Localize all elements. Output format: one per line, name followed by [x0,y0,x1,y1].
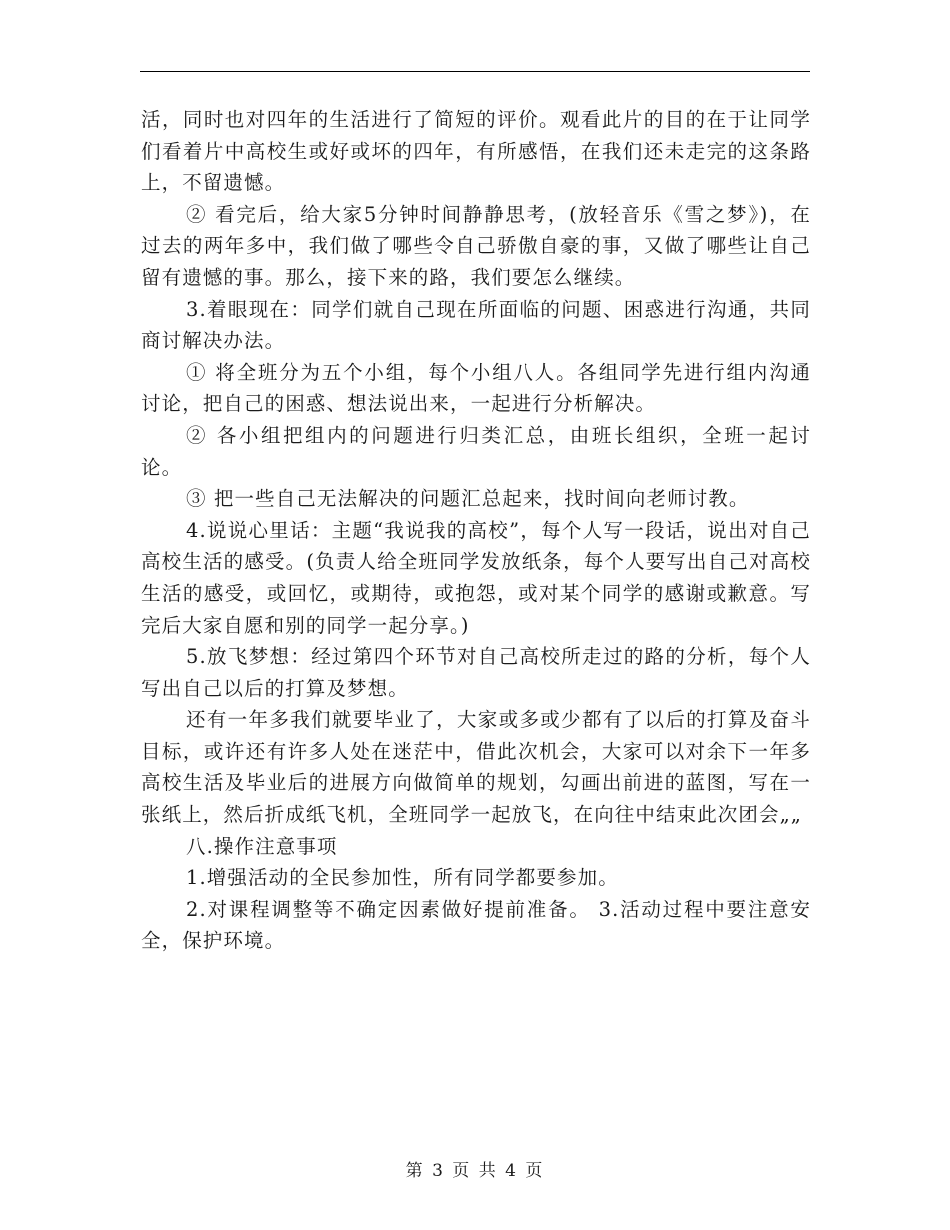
paragraph-4: ① 将全班分为五个小组，每个小组八人。各组同学先进行组内沟通讨论，把自己的困惑、想法说出来，一起进行分析解决。 [141,360,811,416]
paragraph-9: 还有一年多我们就要毕业了，大家或多或少都有了以后的打算及奋斗目标，或许还有许多人处在迷茫中，借此次机会，大家可以对余下一年多高校生活及毕业后的进展方向做简单的规划，勾画出前进的蓝图，写在一张纸上，然后折成纸飞机，全班同学一起放飞，在向往中结束此次团会„„ [141,708,811,827]
paragraph-7: 4.说说心里话：主题“我说我的高校”，每个人写一段话，说出对自己高校生活的感受。(负责人给全班同学发放纸条，每个人要写出自己对高校生活的感受，或回忆，或期待，或抱怨，或对某个同学的感谢或歉意。写完后大家自愿和别的同学一起分享。) [141,518,811,637]
page-number: 第 3 页 共 4 页 [405,1161,545,1181]
paragraph-11: 1.增强活动的全民参加性，所有同学都要参加。 [186,866,619,890]
paragraph-12: 2.对课程调整等不确定因素做好提前准备。 3.活动过程中要注意安全，保护环境。 [141,897,811,953]
paragraph-5: ② 各小组把组内的问题进行归类汇总，由班长组织，全班一起讨论。 [141,423,811,479]
header-rule [140,71,810,72]
paragraph-2: ② 看完后，给大家5分钟时间静静思考，(放轻音乐《雪之梦》)，在过去的两年多中，我们做了哪些令自己骄傲自豪的事，又做了哪些让自己留有遗憾的事。那么，接下来的路，我们要怎么继续。 [141,202,811,289]
paragraph-8: 5.放飞梦想：经过第四个环节对自己高校所走过的路的分析，每个人写出自己以后的打算及梦想。 [141,645,811,700]
paragraph-6: ③ 把一些自己无法解决的问题汇总起来，找时间向老师讨教。 [186,487,750,511]
document-body [141,104,811,957]
section-heading: 八.操作注意事项 [186,834,338,858]
paragraph-1: 活，同时也对四年的生活进行了简短的评价。观看此片的目的在于让同学们看着片中高校生或好或坏的四年，有所感悟，在我们还未走完的这条路上，不留遗憾。 [141,108,811,195]
paragraph-3: 3.着眼现在：同学们就自己现在所面临的问题、困惑进行沟通，共同商讨解决办法。 [141,297,811,353]
